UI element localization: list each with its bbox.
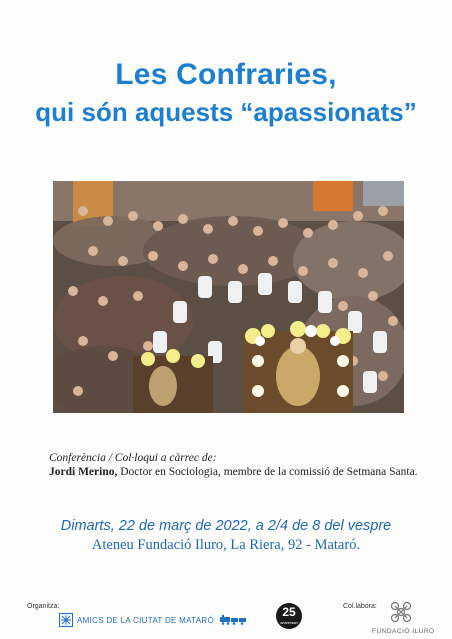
fundacio-iluro-logo-icon	[389, 600, 413, 624]
speaker-description: Doctor en Sociologia, membre de la comissió de Setmana Santa.	[117, 466, 418, 478]
collabora-label: Col.labora:	[343, 603, 377, 610]
event-date: Dimarts, 22 de març de 2022, a 2/4 de 8 del vespre	[60, 518, 392, 534]
title-line-2: qui són aquests “apassionats”	[35, 97, 417, 127]
train-icon	[218, 615, 248, 625]
anniversary-number: 25	[282, 605, 296, 619]
procession-photo	[53, 181, 404, 413]
anniversary-text: aniversari	[280, 620, 298, 625]
amics-logo	[59, 613, 248, 627]
amics-name: AMICS DE LA CIUTAT DE MATARÓ	[77, 615, 215, 625]
anniversary-badge	[276, 603, 302, 629]
speaker-name: Jordi Merino,	[49, 466, 118, 478]
fundacio-iluro-name: FUNDACIÓ ILURO	[372, 628, 435, 635]
organitza-label: Organitza:	[27, 603, 60, 610]
amics-emblem-icon	[59, 613, 73, 627]
title-line-1: Les Confraries,	[115, 58, 337, 91]
conference-label: Conferència / Col·loqui a càrrec de:	[49, 452, 217, 464]
speaker-line	[49, 466, 418, 478]
event-place: Ateneu Fundació Iluro, La Riera, 92 - Mataró.	[91, 537, 361, 553]
